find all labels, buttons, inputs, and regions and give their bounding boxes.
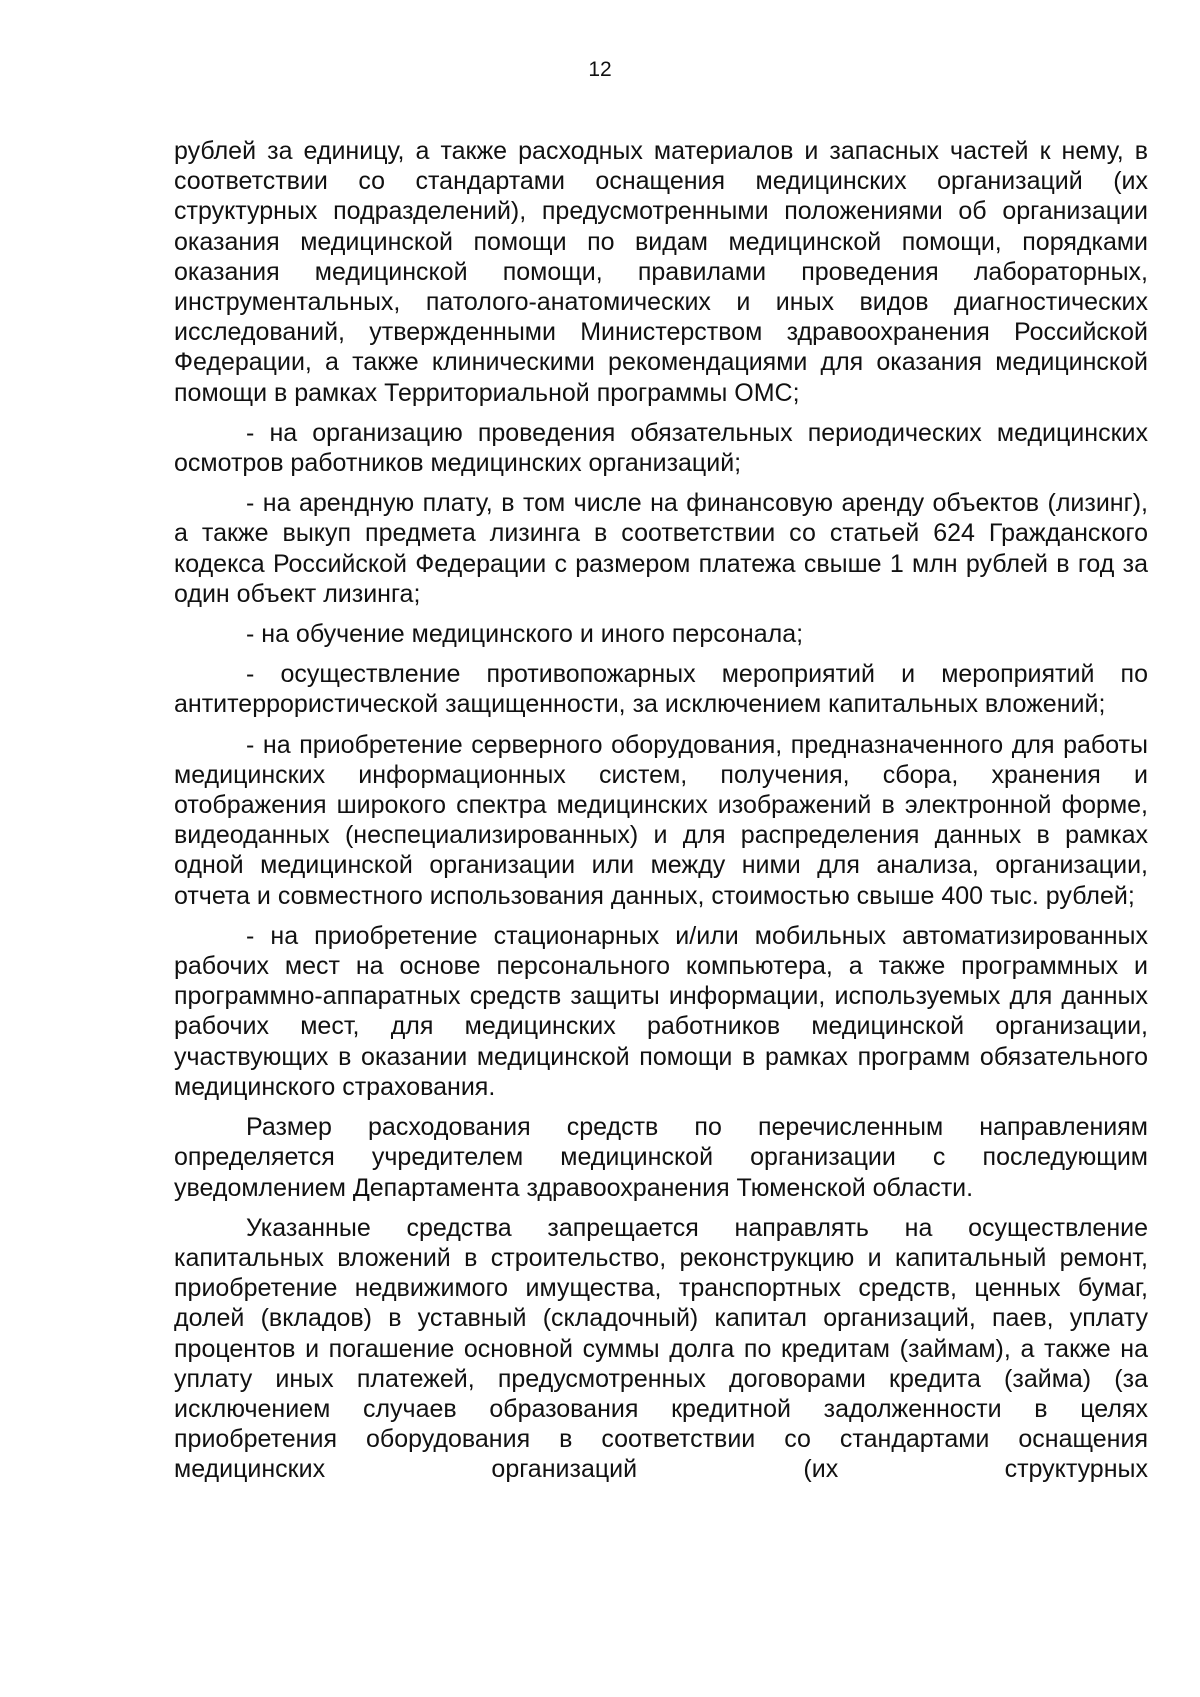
document-body xyxy=(174,136,1148,1495)
paragraph-leasing: - на арендную плату, в том числе на финансовую аренду объектов (лизинг), а также выкуп предмета лизинга в соответствии со статьей 624 Гражданского кодекса Российской Федерации с размером платежа свыше 1 млн рублей в год за один объект лизинга; xyxy=(174,489,1148,608)
paragraph-periodic-exams: - на организацию проведения обязательных периодических медицинских осмотров работников медицинских организаций; xyxy=(174,418,1148,478)
paragraph-staff-training: - на обучение медицинского и иного персонала; xyxy=(246,620,804,649)
page-number: 12 xyxy=(588,58,612,81)
paragraph-fire-safety: - осуществление противопожарных мероприятий и мероприятий по антитеррористической защищенности, за исключением капитальных вложений; xyxy=(174,660,1148,719)
paragraph-prohibited-uses: Указанные средства запрещается направлять на осуществление капитальных вложений в строительство, реконструкцию и капитальный ремонт, приобретение недвижимого имущества, транспортных средств, ценных бумаг, долей (вкладов) в уставный (складочный) капитал организаций, паев, уплату процентов и погашение основной суммы долга по кредитам (займам), а также на уплату иных платежей, предусмотренных договорами кредита (займа) (за исключением случаев образования кредитной задолженности в целях приобретения оборудования в соответствии со стандартами оснащения медицинских организаций (их структурных xyxy=(174,1213,1148,1484)
paragraph-spending-amount: Размер расходования средств по перечисленным направлениям определяется учредителем медицинской организации с последующим уведомлением Департамента здравоохранения Тюменской области. xyxy=(174,1113,1148,1202)
paragraph-continuation: рублей за единицу, а также расходных материалов и запасных частей к нему, в соответствии со стандартами оснащения медицинских организаций (их структурных подразделений), предусмотренными положениями об организации оказания медицинской помощи по видам медицинской помощи, порядками оказания медицинской помощи, правилами проведения лабораторных, инструментальных, патолого-анатомических и иных видов диагностических исследований, утвержденными Министерством здравоохранения Российской Федерации, а также клиническими рекомендациями для оказания медицинской помощи в рамках Территориальной программы ОМС; xyxy=(174,137,1148,407)
paragraph-server-equipment: - на приобретение серверного оборудования, предназначенного для работы медицинских информационных систем, получения, сбора, хранения и отображения широкого спектра медицинских изображений в электронной форме, видеоданных (неспециализированных) и для распределения данных в рамках одной медицинской организации или между ними для анализа, организации, отчета и совместного использования данных, стоимостью свыше 400 тыс. рублей; xyxy=(174,730,1148,910)
paragraph-workstations: - на приобретение стационарных и/или мобильных автоматизированных рабочих мест на основе персонального компьютера, а также программных и программно-аппаратных средств защиты информации, используемых для данных рабочих мест, для медицинских работников медицинской организации, участвующих в оказании медицинской помощи в рамках программ обязательного медицинского страхования. xyxy=(174,921,1148,1101)
